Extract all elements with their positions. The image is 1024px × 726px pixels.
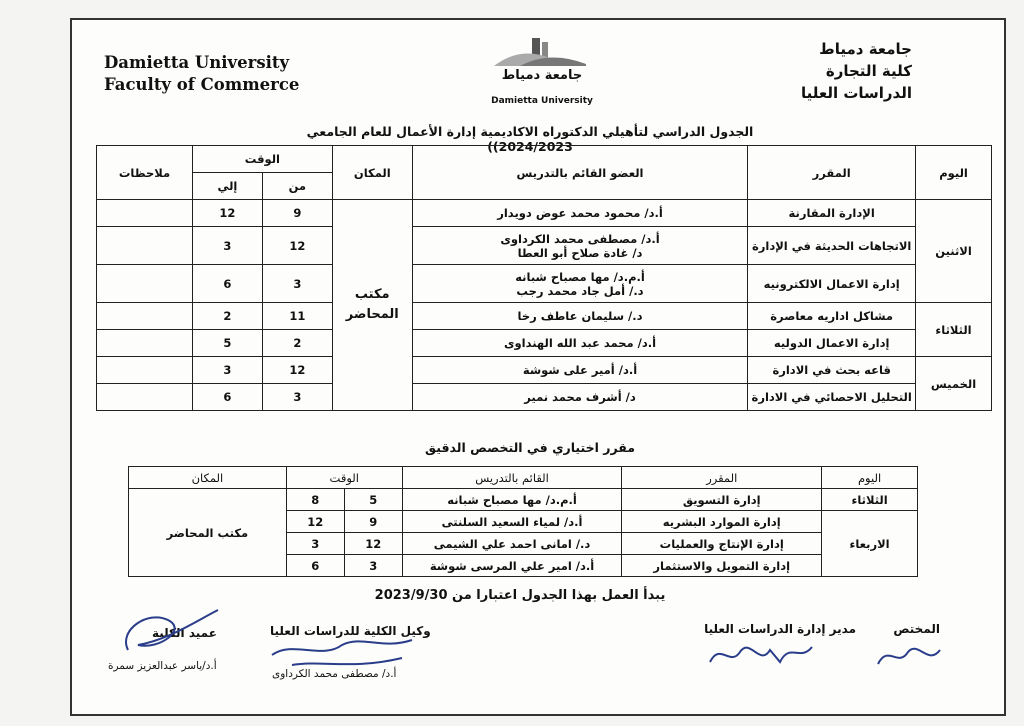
instructor-name: د/ غادة صلاح أبو العطا <box>517 245 643 260</box>
table-row <box>97 303 992 330</box>
to-cell: 3 <box>286 533 344 555</box>
instructor-cell: أ.م.د/ مها مصباح شبانه <box>402 489 622 511</box>
table-row <box>97 227 992 265</box>
course-cell: قاعه بحث في الادارة <box>748 357 916 384</box>
specialist-signature-icon <box>870 636 950 676</box>
to-cell: 8 <box>286 489 344 511</box>
instructor-cell <box>412 200 748 227</box>
university-name-ar: جامعة دمياط <box>819 40 912 58</box>
to-cell: 3 <box>192 357 262 384</box>
header-to: إلي <box>192 173 262 200</box>
logo-text-en: Damietta University <box>491 96 593 106</box>
header-place: المكان <box>332 146 412 200</box>
director-title: مدير إدارة الدراسات العليا <box>704 622 856 636</box>
vice-dean-signature-icon <box>262 620 422 680</box>
dean-signature-icon <box>108 600 238 660</box>
header-notes: ملاحظات <box>97 146 193 200</box>
to-cell: 2 <box>192 303 262 330</box>
header-day: اليوم <box>822 467 918 489</box>
department-name-ar: الدراسات العليا <box>800 84 912 102</box>
instructor-name: أ.د/ مصطفى محمد الكرداوى <box>500 231 660 246</box>
instructor-cell <box>412 265 748 303</box>
from-cell: 12 <box>344 533 402 555</box>
from-cell: 2 <box>262 330 332 357</box>
to-cell: 6 <box>192 384 262 411</box>
from-cell: 11 <box>262 303 332 330</box>
instructor-cell: أ.د/ محمد عبد الله الهنداوى <box>412 330 748 357</box>
header-instructor: القائم بالتدريس <box>402 467 622 489</box>
day-cell: الخميس <box>916 357 992 411</box>
table-row <box>97 357 992 384</box>
from-cell: 9 <box>344 511 402 533</box>
course-cell: مشاكل اداريه معاصرة <box>748 303 916 330</box>
header-course: المقرر <box>748 146 916 200</box>
instructor-name: أ.د/ محمود محمد عوض دويدار <box>497 206 663 220</box>
vice-dean-name: أ.د/ مصطفى محمد الكرداوى <box>272 668 397 680</box>
from-cell: 3 <box>262 384 332 411</box>
dean-name: أ.د/ياسر عبدالعزيز سمرة <box>108 660 217 672</box>
from-cell: 5 <box>344 489 402 511</box>
course-cell: إدارة الإنتاج والعمليات <box>622 533 822 555</box>
notes-cell <box>97 227 193 265</box>
instructor-cell <box>412 227 748 265</box>
header-from: من <box>262 173 332 200</box>
header-time: الوقت <box>192 146 332 173</box>
instructor-cell: أ.د/ امير علي المرسى شوشة <box>402 555 622 577</box>
director-signature-icon <box>700 632 820 677</box>
logo-graphic-icon <box>490 36 594 70</box>
from-cell: 12 <box>262 357 332 384</box>
instructor-cell: د/ أشرف محمد نمير <box>412 384 748 411</box>
course-cell: الاتجاهات الحديثة في الإدارة <box>748 227 916 265</box>
notes-cell <box>97 303 193 330</box>
course-cell: إدارة التمويل والاستثمار <box>622 555 822 577</box>
place-cell: مكتب المحاضر <box>332 200 412 411</box>
to-cell: 5 <box>192 330 262 357</box>
faculty-name-ar: كلية التجارة <box>825 62 912 80</box>
to-cell: 12 <box>192 200 262 227</box>
from-cell: 3 <box>344 555 402 577</box>
schedule-title: الجدول الدراسي لتأهيلي الدكتوراه الاكاديمية إدارة الأعمال للعام الجامعي 2024/2023)) <box>306 124 754 154</box>
table-row <box>97 330 992 357</box>
start-date-note: يبدأ العمل بهذا الجدول اعتبارا من 2023/9/30 <box>374 588 666 603</box>
course-cell: إدارة الموارد البشريه <box>622 511 822 533</box>
english-header <box>104 52 299 96</box>
table-row <box>97 200 992 227</box>
header-instructor: العضو القائم بالتدريس <box>412 146 748 200</box>
to-cell: 6 <box>192 265 262 303</box>
header-course: المقرر <box>622 467 822 489</box>
instructor-cell: أ.د/ أمير على شوشة <box>412 357 748 384</box>
course-cell: إدارة الاعمال الالكترونيه <box>748 265 916 303</box>
instructor-name: أ.م.د/ مها مصباح شبانه <box>515 269 645 284</box>
course-cell: التحليل الاحصائي في الادارة <box>748 384 916 411</box>
instructor-name: د./ أمل جاد محمد رجب <box>516 283 644 298</box>
from-cell: 12 <box>262 227 332 265</box>
table-row <box>97 384 992 411</box>
to-cell: 6 <box>286 555 344 577</box>
dean-title: عميد الكلية <box>152 626 217 640</box>
notes-cell <box>97 357 193 384</box>
university-logo <box>490 36 594 112</box>
course-cell: الإدارة المقارنة <box>748 200 916 227</box>
from-cell: 9 <box>262 200 332 227</box>
elective-title: مقرر اختياري في التخصص الدقيق <box>424 440 635 455</box>
instructor-cell: د./ امانى احمد علي الشيمى <box>402 533 622 555</box>
notes-cell <box>97 384 193 411</box>
to-cell: 3 <box>192 227 262 265</box>
logo-text-ar: جامعة دمياط <box>501 68 583 83</box>
to-cell: 12 <box>286 511 344 533</box>
notes-cell <box>97 265 193 303</box>
instructor-cell: أ.د/ لمياء السعيد السلنتى <box>402 511 622 533</box>
day-cell: الاثنين <box>916 200 992 303</box>
notes-cell <box>97 330 193 357</box>
instructor-cell: د./ سليمان عاطف رخا <box>412 303 748 330</box>
course-cell: إدارة الاعمال الدوليه <box>748 330 916 357</box>
arabic-header <box>801 38 912 104</box>
table-row <box>97 265 992 303</box>
from-cell: 3 <box>262 265 332 303</box>
faculty-name-en: Faculty of Commerce <box>104 75 300 94</box>
notes-cell <box>97 200 193 227</box>
header-time: الوقت <box>286 467 402 489</box>
table-row <box>129 489 918 511</box>
day-cell: الثلاثاء <box>916 303 992 357</box>
university-name-en: Damietta University <box>104 53 290 72</box>
day-cell: الاربعاء <box>822 511 918 577</box>
main-schedule-table <box>96 145 992 411</box>
header-day: اليوم <box>916 146 992 200</box>
place-cell: مكتب المحاضر <box>129 489 287 577</box>
specialist-title: المختص <box>893 622 940 636</box>
course-cell: إدارة التسويق <box>622 489 822 511</box>
header-place: المكان <box>129 467 287 489</box>
day-cell: الثلاثاء <box>822 489 918 511</box>
vice-dean-title: وكيل الكلية للدراسات العليا <box>270 624 431 638</box>
elective-table <box>128 466 918 577</box>
